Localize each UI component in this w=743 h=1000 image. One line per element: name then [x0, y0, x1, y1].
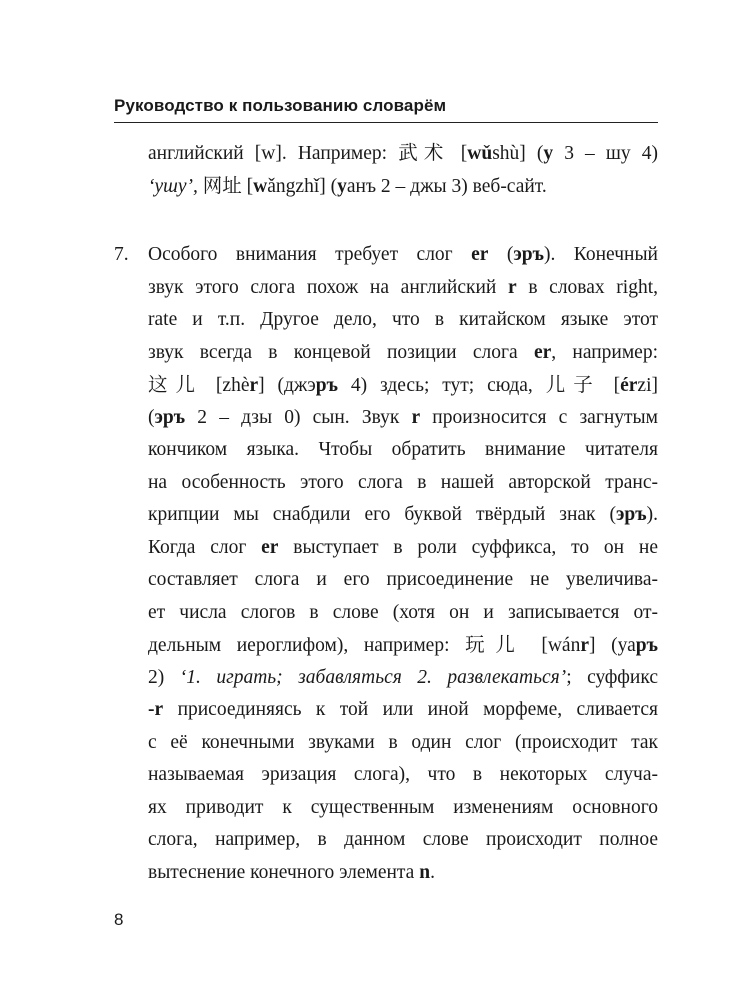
text-line: кончиком языка. Чтобы обратить внимание читателя: [148, 439, 658, 460]
header-rule: [114, 122, 658, 123]
item-number: 7.: [114, 244, 129, 265]
page-number: 8: [114, 910, 124, 929]
text-line: на особенность этого слога в нашей авторской транс-: [148, 471, 658, 493]
text-line: звук всегда в концевой позиции слога er, например:: [148, 341, 659, 363]
text-line: дельным иероглифом), например: 玩儿 [wánr] (уаръ: [148, 633, 659, 656]
text-line: составляет слога и его присоединение не увеличива-: [148, 569, 658, 590]
text-line: английский [w]. Например: 武术 [wǔshù] (у 3 – шу 4): [148, 141, 658, 164]
text-line: Особого внимания требует слог er (эръ). Конечный: [148, 244, 658, 265]
text-line: крипции мы снабдили его буквой твёрдый знак (эръ).: [148, 504, 658, 525]
text-line: Когда слог er выступает в роли суффикса, то он не: [148, 536, 658, 558]
text-line: называемая эризация слога), что в некоторых случа-: [148, 764, 658, 785]
text-line: слога, например, в данном слове происходит полное: [148, 829, 658, 850]
text-line: 2) ‘1. играть; забавляться 2. развлекаться’; суффикс: [148, 666, 658, 688]
continuation-paragraph: [148, 137, 658, 202]
text-line: rate и т.п. Другое дело, что в китайском языке этот: [148, 309, 658, 330]
text-line: -r присоединяясь к той или иной морфеме, сливается: [148, 699, 658, 720]
text-line: ет числа слогов в слове (хотя он и записывается от-: [148, 601, 658, 623]
text-line: звук этого слога похож на английский r в словах right,: [148, 276, 659, 298]
running-head: Руководство к пользованию словарём: [114, 96, 447, 115]
text-line: ях приводит к существенным изменениям основного: [148, 796, 658, 818]
text-line: ‘ушу’, 网址 [wǎngzhǐ] (уанъ 2 – джы 3) веб-сайт.: [148, 173, 547, 197]
text-line: 这儿 [zhèr] (джэръ 4) здесь; тут; сюда, 儿子 [érzi]: [148, 373, 658, 396]
item-7-paragraph: [148, 239, 658, 889]
text-line: с её конечными звуками в один слог (происходит так: [148, 731, 658, 753]
text-line: (эръ 2 – дзы 0) сын. Звук r произносится с загнутым: [148, 406, 658, 428]
text-line: вытеснение конечного элемента n.: [148, 861, 435, 883]
